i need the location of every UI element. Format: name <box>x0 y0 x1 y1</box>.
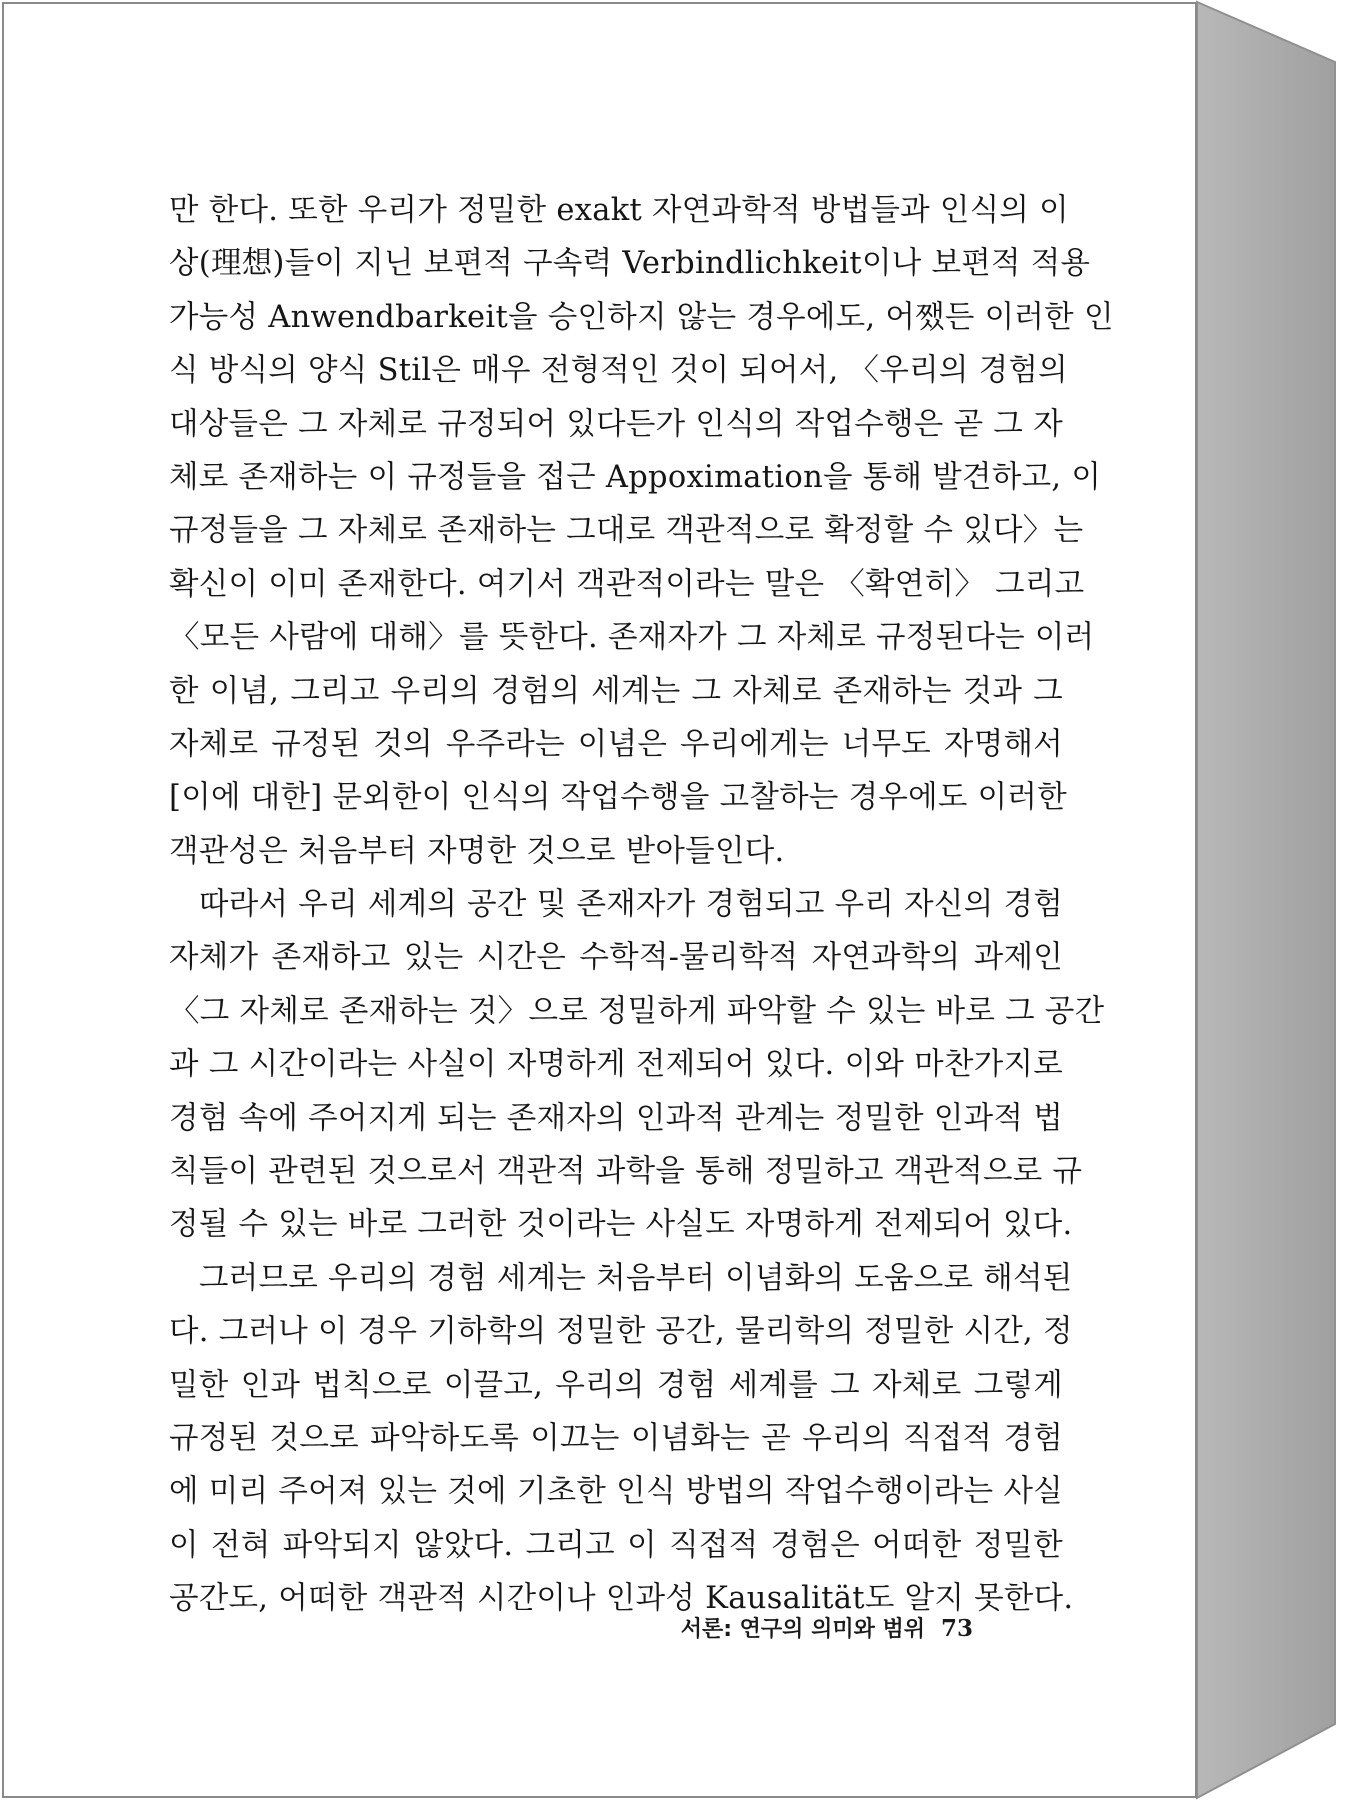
paragraph <box>169 878 1105 1252</box>
text-line: 규정들을 그 자체로 존재하는 그대로 객관적으로 확정할 수 있다〉는 <box>169 513 1084 549</box>
text-line: 〈그 자체로 존재하는 것〉으로 정밀하게 파악할 수 있는 바로 그 공간 <box>169 993 1105 1029</box>
text-line: 한 이념, 그리고 우리의 경험의 세계는 그 자체로 존재하는 것과 그 <box>169 673 1063 709</box>
text-line: 그러므로 우리의 경험 세계는 처음부터 이념화의 도움으로 해석된 <box>199 1260 1073 1296</box>
page-footer <box>681 1612 973 1643</box>
text-line: 가능성 Anwendbarkeit을 승인하지 않는 경우에도, 어쨌든 이러한 인 <box>169 299 1114 335</box>
text-line: 규정된 것으로 파악하도록 이끄는 이념화는 곧 우리의 직접적 경험 <box>169 1420 1063 1456</box>
text-line: 객관성은 처음부터 자명한 것으로 받아들인다. <box>169 833 785 869</box>
text-line: 자체로 규정된 것의 우주라는 이념은 우리에게는 너무도 자명해서 <box>169 726 1063 762</box>
text-line: 자체가 존재하고 있는 시간은 수학적-물리학적 자연과학의 과제인 <box>169 940 1063 976</box>
text-line: [이에 대한] 문외한이 인식의 작업수행을 고찰하는 경우에도 이러한 <box>169 780 1067 816</box>
text-line: 칙들이 관련된 것으로서 객관적 과학을 통해 정밀하고 객관적으로 규 <box>169 1154 1083 1190</box>
page-body-text <box>169 184 1114 1626</box>
text-line: 식 방식의 양식 Stil은 매우 전형적인 것이 되어서, 〈우리의 경험의 <box>169 353 1068 389</box>
text-line: 과 그 시간이라는 사실이 자명하게 전제되어 있다. 이와 마찬가지로 <box>169 1047 1063 1083</box>
text-line: 만 한다. 또한 우리가 정밀한 exakt 자연과학적 방법들과 인식의 이 <box>169 193 1069 228</box>
text-line: 정될 수 있는 바로 그러한 것이라는 사실도 자명하게 전제되어 있다. <box>169 1207 1073 1243</box>
running-head: 서론: 연구의 의미와 범위 <box>680 1617 925 1642</box>
text-line: 공간도, 어떠한 객관적 시간이나 인과성 Kausalität도 알지 못한다. <box>169 1581 1074 1617</box>
text-line: 확신이 이미 존재한다. 여기서 객관적이라는 말은 〈확연히〉 그리고 <box>169 566 1085 602</box>
page-number: 73 <box>940 1615 973 1642</box>
text-line: 상(理想)들이 지닌 보편적 구속력 Verbindlichkeit이나 보편적 적용 <box>169 246 1091 282</box>
text-line: 경험 속에 주어지게 되는 존재자의 인과적 관계는 정밀한 인과적 법 <box>169 1100 1063 1136</box>
text-line: 다. 그러나 이 경우 기하학의 정밀한 공간, 물리학의 정밀한 시간, 정 <box>169 1314 1073 1350</box>
text-line: 에 미리 주어져 있는 것에 기초한 인식 방법의 작업수행이라는 사실 <box>169 1474 1063 1510</box>
text-line: 〈모든 사람에 대해〉를 뜻한다. 존재자가 그 자체로 규정된다는 이러 <box>169 620 1095 656</box>
paragraph <box>169 184 1114 878</box>
paragraph <box>169 1252 1074 1626</box>
text-line: 이 전혀 파악되지 않았다. 그리고 이 직접적 경험은 어떠한 정밀한 <box>169 1527 1063 1563</box>
text-line: 대상들은 그 자체로 규정되어 있다든가 인식의 작업수행은 곧 그 자 <box>169 406 1063 442</box>
text-line: 밀한 인과 법칙으로 이끌고, 우리의 경험 세계를 그 자체로 그렇게 <box>169 1367 1063 1403</box>
text-line: 체로 존재하는 이 규정들을 접근 Appoximation을 통해 발견하고, 이 <box>169 459 1102 495</box>
book-page <box>2 2 1197 1798</box>
text-line: 따라서 우리 세계의 공간 및 존재자가 경험되고 우리 자신의 경험 <box>199 887 1063 923</box>
